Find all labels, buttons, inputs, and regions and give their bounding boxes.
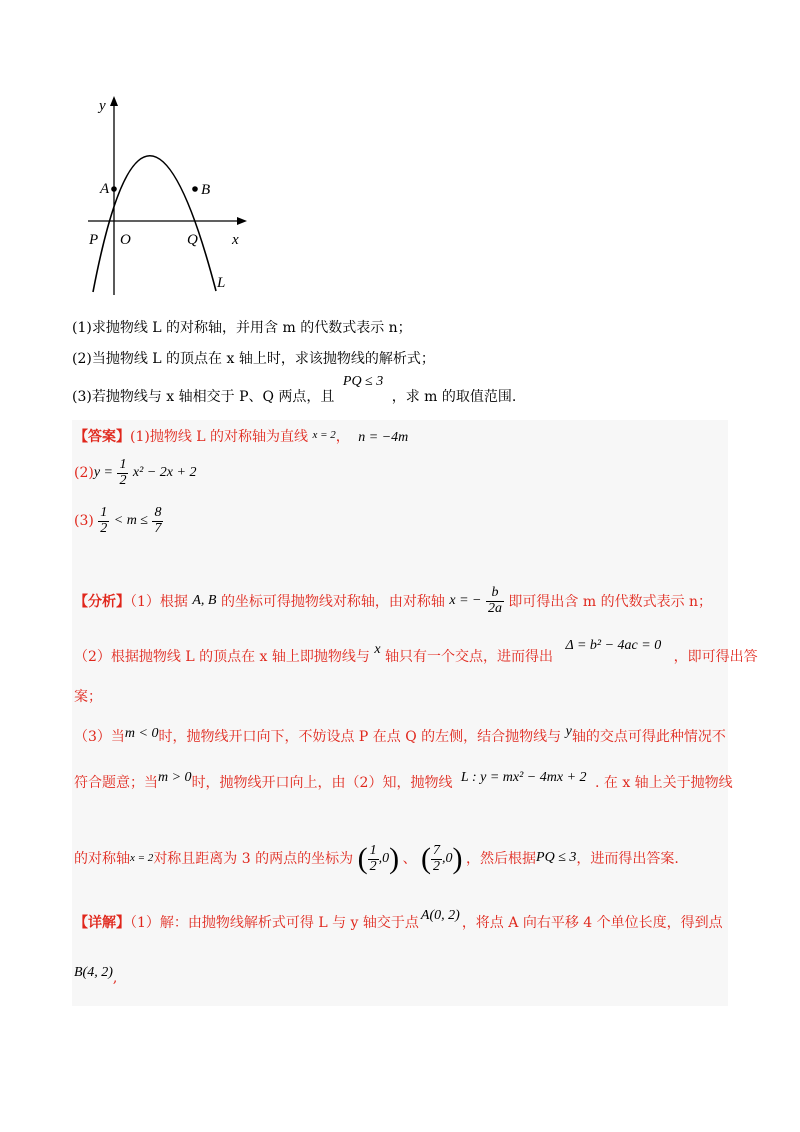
analysis-line-1: 【分析】（1）根据 A, B 的坐标可得抛物线对称轴，由对称轴 x = − $\frac{b}{2a}$ 即可得出含 m 的代数式表示 n； [74,585,713,616]
point-a-dot [111,186,117,192]
y-axis-arrow [110,96,118,106]
parabola-curve [93,156,216,292]
analysis-line-2b: 案； [74,689,102,705]
parabola-figure [80,90,260,300]
point-seven-half-zero: ( $\frac{7}{2}$ ,0) [421,842,463,875]
detail-line-1: 【详解】（1）解：由抛物线解析式可得 L 与 y 轴交于点 A(0, 2) ，将点 A 向右平移 4 个单位长度，得到点 [74,908,723,931]
curve-l-label: L [217,275,226,291]
analysis-tag: 【分析】 [74,594,130,611]
answer-line-1: 【答案】(1)抛物线 L 的对称轴为直线 $^{x = 2}$， n = −4m [74,429,409,445]
analysis-line-2: （2）根据抛物线 L 的顶点在 x 轴上即抛物线与 x 轴只有一个交点，进而得出 Δ = b² − 4ac = 0 ，即可得出答 [74,638,758,665]
question-3: (3)若抛物线与 x 轴相交于 P、Q 两点，且 PQ ≤ 3 ，求 m 的取值范围. [72,374,517,405]
question-1: (1)求抛物线 L 的对称轴，并用含 m 的代数式表示 n； [72,320,412,336]
point-a-label: A [100,181,110,197]
point-b-label: B [201,182,211,198]
analysis-line-4: 符合题意；当m > 0时，抛物线开口向上，由（2）知，抛物线 L : y = mx² − 4mx + 2 . 在 x 轴上关于抛物线 [74,770,733,791]
analysis-line-3: （3）当m < 0时，抛物线开口向下，不妨设点 P 在点 Q 的左侧，结合抛物线与 y轴的交点可得此种情况不 [74,724,726,745]
answer-3-fraction-2: $\frac{8}{7}$ [154,505,162,536]
point-half-zero: ( $\frac{1}{2}$ ,0) [357,842,400,875]
x-axis-label: x [232,232,239,248]
answer-line-3: (3) $\frac{1}{2}$ < m ≤ $\frac{8}{7}$ [74,505,162,536]
question-2: (2)当抛物线 L 的顶点在 x 轴上时，求该抛物线的解析式； [72,351,435,367]
detail-line-2: B(4, 2), [74,965,118,986]
pq-condition: PQ ≤ 3 [342,374,384,389]
axis-formula-fraction: $\frac{b}{2a}$ [487,585,502,616]
answer-3-fraction-1: $\frac{1}{2}$ [100,505,108,536]
point-b-dot [192,186,198,192]
answer-2-fraction: $\frac{1}{2}$ [119,457,127,488]
detail-tag: 【详解】 [74,915,130,931]
analysis-line-5: 的对称轴x = 2对称且距离为 3 的两点的坐标为 ( $\frac{1}{2}$ ,0) 、 ( $\frac{7}{2}$ ,0) ，然后根据PQ ≤ 3，进而得出答案. [74,842,679,875]
point-q-label: Q [187,232,198,248]
point-p-label: P [89,232,99,248]
y-axis-label: y [99,98,106,114]
origin-label: O [120,232,131,248]
answer-tag: 【答案】 [74,429,130,445]
x-axis-arrow [237,217,247,225]
answer-line-2: (2)y = $\frac{1}{2}$ x² − 2x + 2 [74,457,197,488]
